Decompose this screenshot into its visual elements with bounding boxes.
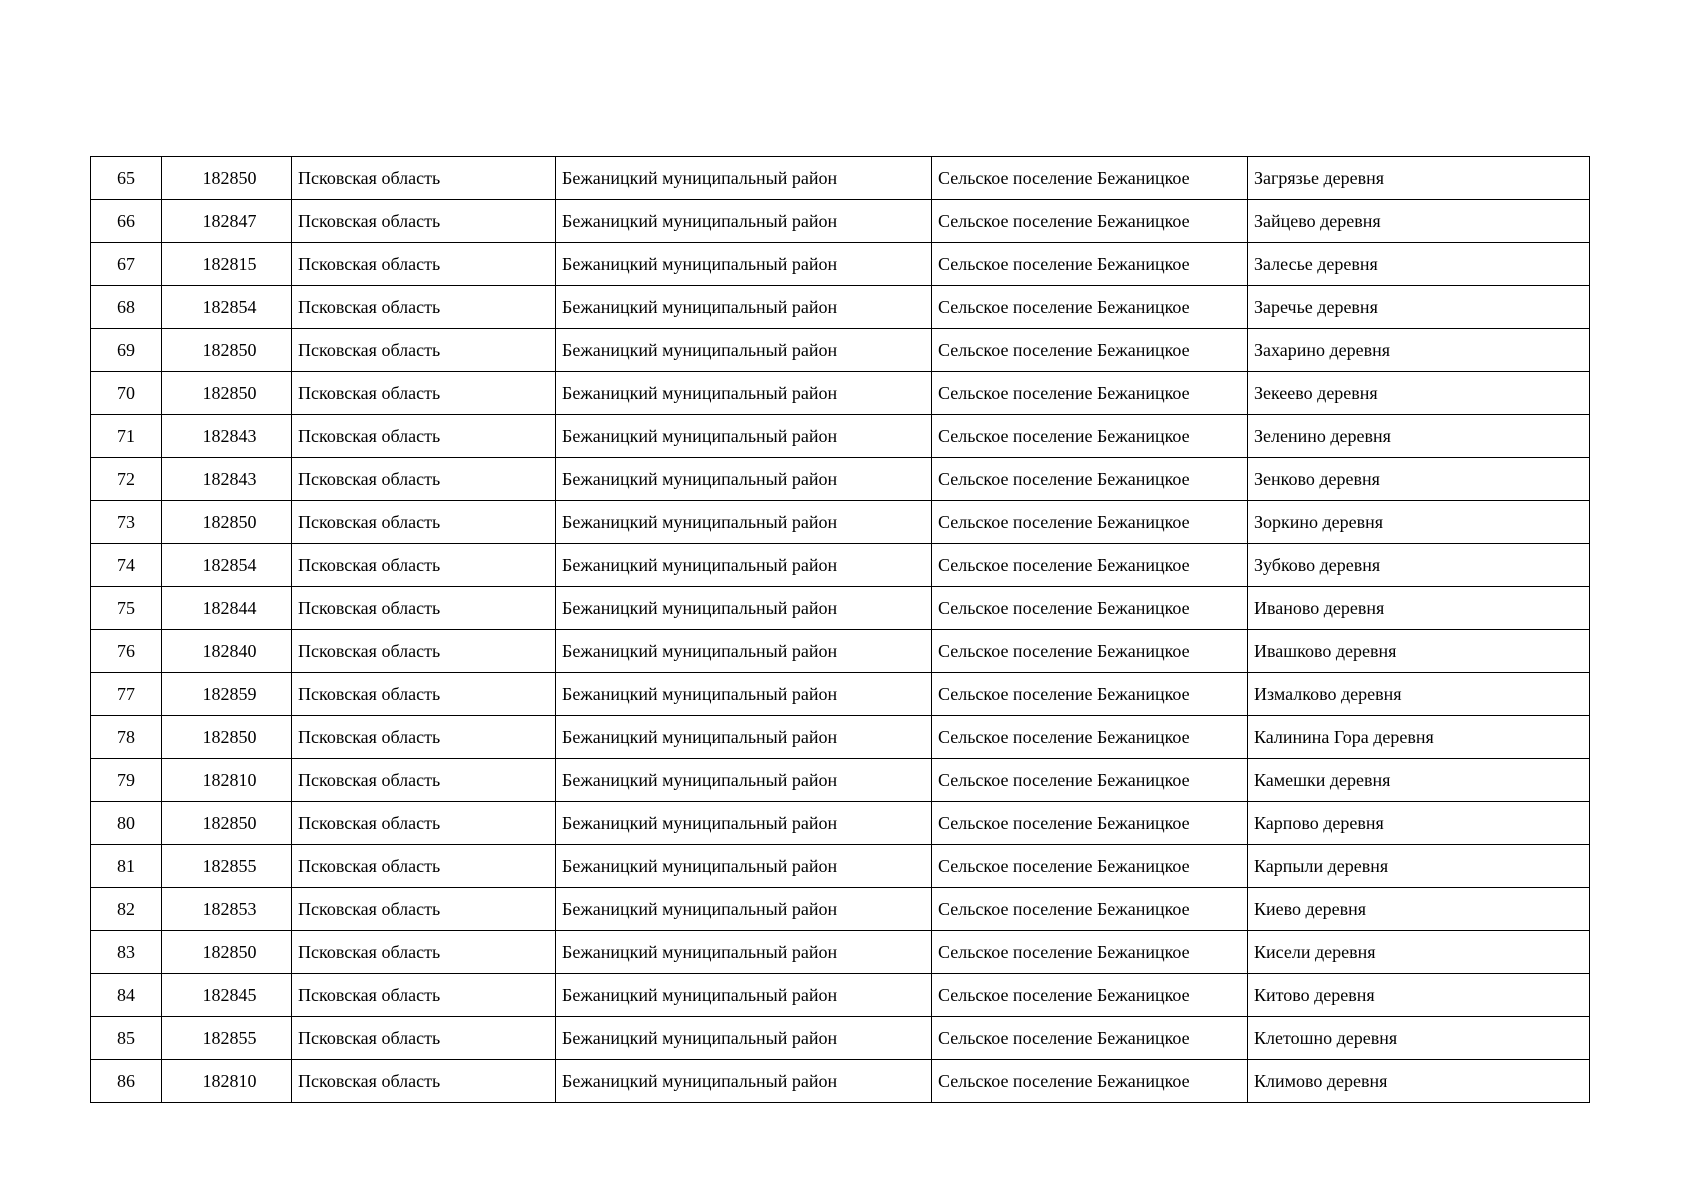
settlement-cell: Сельское поселение Бежаницкое: [932, 845, 1248, 888]
table-row: [91, 716, 1590, 759]
postal-code-cell: 182854: [162, 544, 292, 587]
district-cell: Бежаницкий муниципальный район: [556, 544, 932, 587]
postal-code-cell: 182855: [162, 845, 292, 888]
row-number-cell: 76: [91, 630, 162, 673]
region-cell: Псковская область: [292, 501, 556, 544]
table-row: [91, 587, 1590, 630]
locality-cell: Иваново деревня: [1248, 587, 1590, 630]
region-cell: Псковская область: [292, 415, 556, 458]
row-number-cell: 66: [91, 200, 162, 243]
table-row: [91, 458, 1590, 501]
region-cell: Псковская область: [292, 888, 556, 931]
postal-code-cell: 182850: [162, 931, 292, 974]
table-row: [91, 630, 1590, 673]
postal-code-cell: 182853: [162, 888, 292, 931]
postal-code-cell: 182854: [162, 286, 292, 329]
row-number-cell: 86: [91, 1060, 162, 1103]
district-cell: Бежаницкий муниципальный район: [556, 931, 932, 974]
region-cell: Псковская область: [292, 372, 556, 415]
settlement-cell: Сельское поселение Бежаницкое: [932, 888, 1248, 931]
postal-code-cell: 182840: [162, 630, 292, 673]
row-number-cell: 84: [91, 974, 162, 1017]
table-row: [91, 544, 1590, 587]
settlement-cell: Сельское поселение Бежаницкое: [932, 931, 1248, 974]
district-cell: Бежаницкий муниципальный район: [556, 1060, 932, 1103]
district-cell: Бежаницкий муниципальный район: [556, 501, 932, 544]
table-row: [91, 501, 1590, 544]
settlement-cell: Сельское поселение Бежаницкое: [932, 157, 1248, 200]
locality-cell: Зоркино деревня: [1248, 501, 1590, 544]
district-cell: Бежаницкий муниципальный район: [556, 415, 932, 458]
region-cell: Псковская область: [292, 544, 556, 587]
locality-cell: Киево деревня: [1248, 888, 1590, 931]
postal-code-cell: 182850: [162, 372, 292, 415]
table-row: [91, 931, 1590, 974]
address-table: [90, 156, 1590, 1103]
row-number-cell: 75: [91, 587, 162, 630]
district-cell: Бежаницкий муниципальный район: [556, 587, 932, 630]
postal-code-cell: 182850: [162, 501, 292, 544]
region-cell: Псковская область: [292, 1060, 556, 1103]
region-cell: Псковская область: [292, 845, 556, 888]
region-cell: Псковская область: [292, 759, 556, 802]
settlement-cell: Сельское поселение Бежаницкое: [932, 802, 1248, 845]
district-cell: Бежаницкий муниципальный район: [556, 286, 932, 329]
row-number-cell: 77: [91, 673, 162, 716]
locality-cell: Клетошно деревня: [1248, 1017, 1590, 1060]
locality-cell: Климово деревня: [1248, 1060, 1590, 1103]
table-row: [91, 243, 1590, 286]
locality-cell: Ивашково деревня: [1248, 630, 1590, 673]
district-cell: Бежаницкий муниципальный район: [556, 243, 932, 286]
postal-code-cell: 182844: [162, 587, 292, 630]
settlement-cell: Сельское поселение Бежаницкое: [932, 200, 1248, 243]
settlement-cell: Сельское поселение Бежаницкое: [932, 329, 1248, 372]
postal-code-cell: 182855: [162, 1017, 292, 1060]
locality-cell: Заречье деревня: [1248, 286, 1590, 329]
postal-code-cell: 182843: [162, 458, 292, 501]
postal-code-cell: 182859: [162, 673, 292, 716]
region-cell: Псковская область: [292, 458, 556, 501]
locality-cell: Зекеево деревня: [1248, 372, 1590, 415]
table-body: [91, 157, 1590, 1103]
district-cell: Бежаницкий муниципальный район: [556, 329, 932, 372]
region-cell: Псковская область: [292, 802, 556, 845]
locality-cell: Карпыли деревня: [1248, 845, 1590, 888]
postal-code-cell: 182850: [162, 716, 292, 759]
region-cell: Псковская область: [292, 157, 556, 200]
postal-code-cell: 182850: [162, 157, 292, 200]
row-number-cell: 67: [91, 243, 162, 286]
district-cell: Бежаницкий муниципальный район: [556, 845, 932, 888]
row-number-cell: 78: [91, 716, 162, 759]
locality-cell: Китово деревня: [1248, 974, 1590, 1017]
row-number-cell: 82: [91, 888, 162, 931]
settlement-cell: Сельское поселение Бежаницкое: [932, 415, 1248, 458]
row-number-cell: 68: [91, 286, 162, 329]
row-number-cell: 71: [91, 415, 162, 458]
settlement-cell: Сельское поселение Бежаницкое: [932, 544, 1248, 587]
district-cell: Бежаницкий муниципальный район: [556, 716, 932, 759]
locality-cell: Захарино деревня: [1248, 329, 1590, 372]
table-row: [91, 759, 1590, 802]
locality-cell: Калинина Гора деревня: [1248, 716, 1590, 759]
table-row: [91, 200, 1590, 243]
region-cell: Псковская область: [292, 1017, 556, 1060]
row-number-cell: 85: [91, 1017, 162, 1060]
region-cell: Псковская область: [292, 587, 556, 630]
table-row: [91, 157, 1590, 200]
postal-code-cell: 182850: [162, 802, 292, 845]
settlement-cell: Сельское поселение Бежаницкое: [932, 587, 1248, 630]
settlement-cell: Сельское поселение Бежаницкое: [932, 243, 1248, 286]
district-cell: Бежаницкий муниципальный район: [556, 1017, 932, 1060]
district-cell: Бежаницкий муниципальный район: [556, 974, 932, 1017]
postal-code-cell: 182843: [162, 415, 292, 458]
locality-cell: Зенково деревня: [1248, 458, 1590, 501]
settlement-cell: Сельское поселение Бежаницкое: [932, 759, 1248, 802]
settlement-cell: Сельское поселение Бежаницкое: [932, 974, 1248, 1017]
row-number-cell: 70: [91, 372, 162, 415]
postal-code-cell: 182847: [162, 200, 292, 243]
settlement-cell: Сельское поселение Бежаницкое: [932, 458, 1248, 501]
settlement-cell: Сельское поселение Бежаницкое: [932, 1060, 1248, 1103]
region-cell: Псковская область: [292, 329, 556, 372]
region-cell: Псковская область: [292, 200, 556, 243]
locality-cell: Карпово деревня: [1248, 802, 1590, 845]
district-cell: Бежаницкий муниципальный район: [556, 458, 932, 501]
table-row: [91, 974, 1590, 1017]
district-cell: Бежаницкий муниципальный район: [556, 157, 932, 200]
table-row: [91, 286, 1590, 329]
settlement-cell: Сельское поселение Бежаницкое: [932, 372, 1248, 415]
row-number-cell: 83: [91, 931, 162, 974]
region-cell: Псковская область: [292, 243, 556, 286]
district-cell: Бежаницкий муниципальный район: [556, 673, 932, 716]
settlement-cell: Сельское поселение Бежаницкое: [932, 716, 1248, 759]
table-row: [91, 802, 1590, 845]
settlement-cell: Сельское поселение Бежаницкое: [932, 1017, 1248, 1060]
postal-code-cell: 182810: [162, 759, 292, 802]
district-cell: Бежаницкий муниципальный район: [556, 630, 932, 673]
locality-cell: Зайцево деревня: [1248, 200, 1590, 243]
region-cell: Псковская область: [292, 931, 556, 974]
region-cell: Псковская область: [292, 673, 556, 716]
settlement-cell: Сельское поселение Бежаницкое: [932, 501, 1248, 544]
table-row: [91, 888, 1590, 931]
postal-code-cell: 182815: [162, 243, 292, 286]
region-cell: Псковская область: [292, 630, 556, 673]
table-row: [91, 329, 1590, 372]
table-row: [91, 673, 1590, 716]
locality-cell: Зубково деревня: [1248, 544, 1590, 587]
row-number-cell: 72: [91, 458, 162, 501]
settlement-cell: Сельское поселение Бежаницкое: [932, 673, 1248, 716]
region-cell: Псковская область: [292, 716, 556, 759]
row-number-cell: 69: [91, 329, 162, 372]
locality-cell: Измалково деревня: [1248, 673, 1590, 716]
table-row: [91, 372, 1590, 415]
locality-cell: Загрязье деревня: [1248, 157, 1590, 200]
row-number-cell: 81: [91, 845, 162, 888]
region-cell: Псковская область: [292, 286, 556, 329]
table-row: [91, 415, 1590, 458]
row-number-cell: 80: [91, 802, 162, 845]
table-row: [91, 845, 1590, 888]
postal-code-cell: 182845: [162, 974, 292, 1017]
settlement-cell: Сельское поселение Бежаницкое: [932, 286, 1248, 329]
row-number-cell: 73: [91, 501, 162, 544]
row-number-cell: 74: [91, 544, 162, 587]
row-number-cell: 65: [91, 157, 162, 200]
district-cell: Бежаницкий муниципальный район: [556, 759, 932, 802]
district-cell: Бежаницкий муниципальный район: [556, 372, 932, 415]
postal-code-cell: 182850: [162, 329, 292, 372]
locality-cell: Камешки деревня: [1248, 759, 1590, 802]
locality-cell: Кисели деревня: [1248, 931, 1590, 974]
settlement-cell: Сельское поселение Бежаницкое: [932, 630, 1248, 673]
district-cell: Бежаницкий муниципальный район: [556, 802, 932, 845]
region-cell: Псковская область: [292, 974, 556, 1017]
table-row: [91, 1017, 1590, 1060]
district-cell: Бежаницкий муниципальный район: [556, 888, 932, 931]
locality-cell: Зеленино деревня: [1248, 415, 1590, 458]
locality-cell: Залесье деревня: [1248, 243, 1590, 286]
table-row: [91, 1060, 1590, 1103]
district-cell: Бежаницкий муниципальный район: [556, 200, 932, 243]
row-number-cell: 79: [91, 759, 162, 802]
postal-code-cell: 182810: [162, 1060, 292, 1103]
